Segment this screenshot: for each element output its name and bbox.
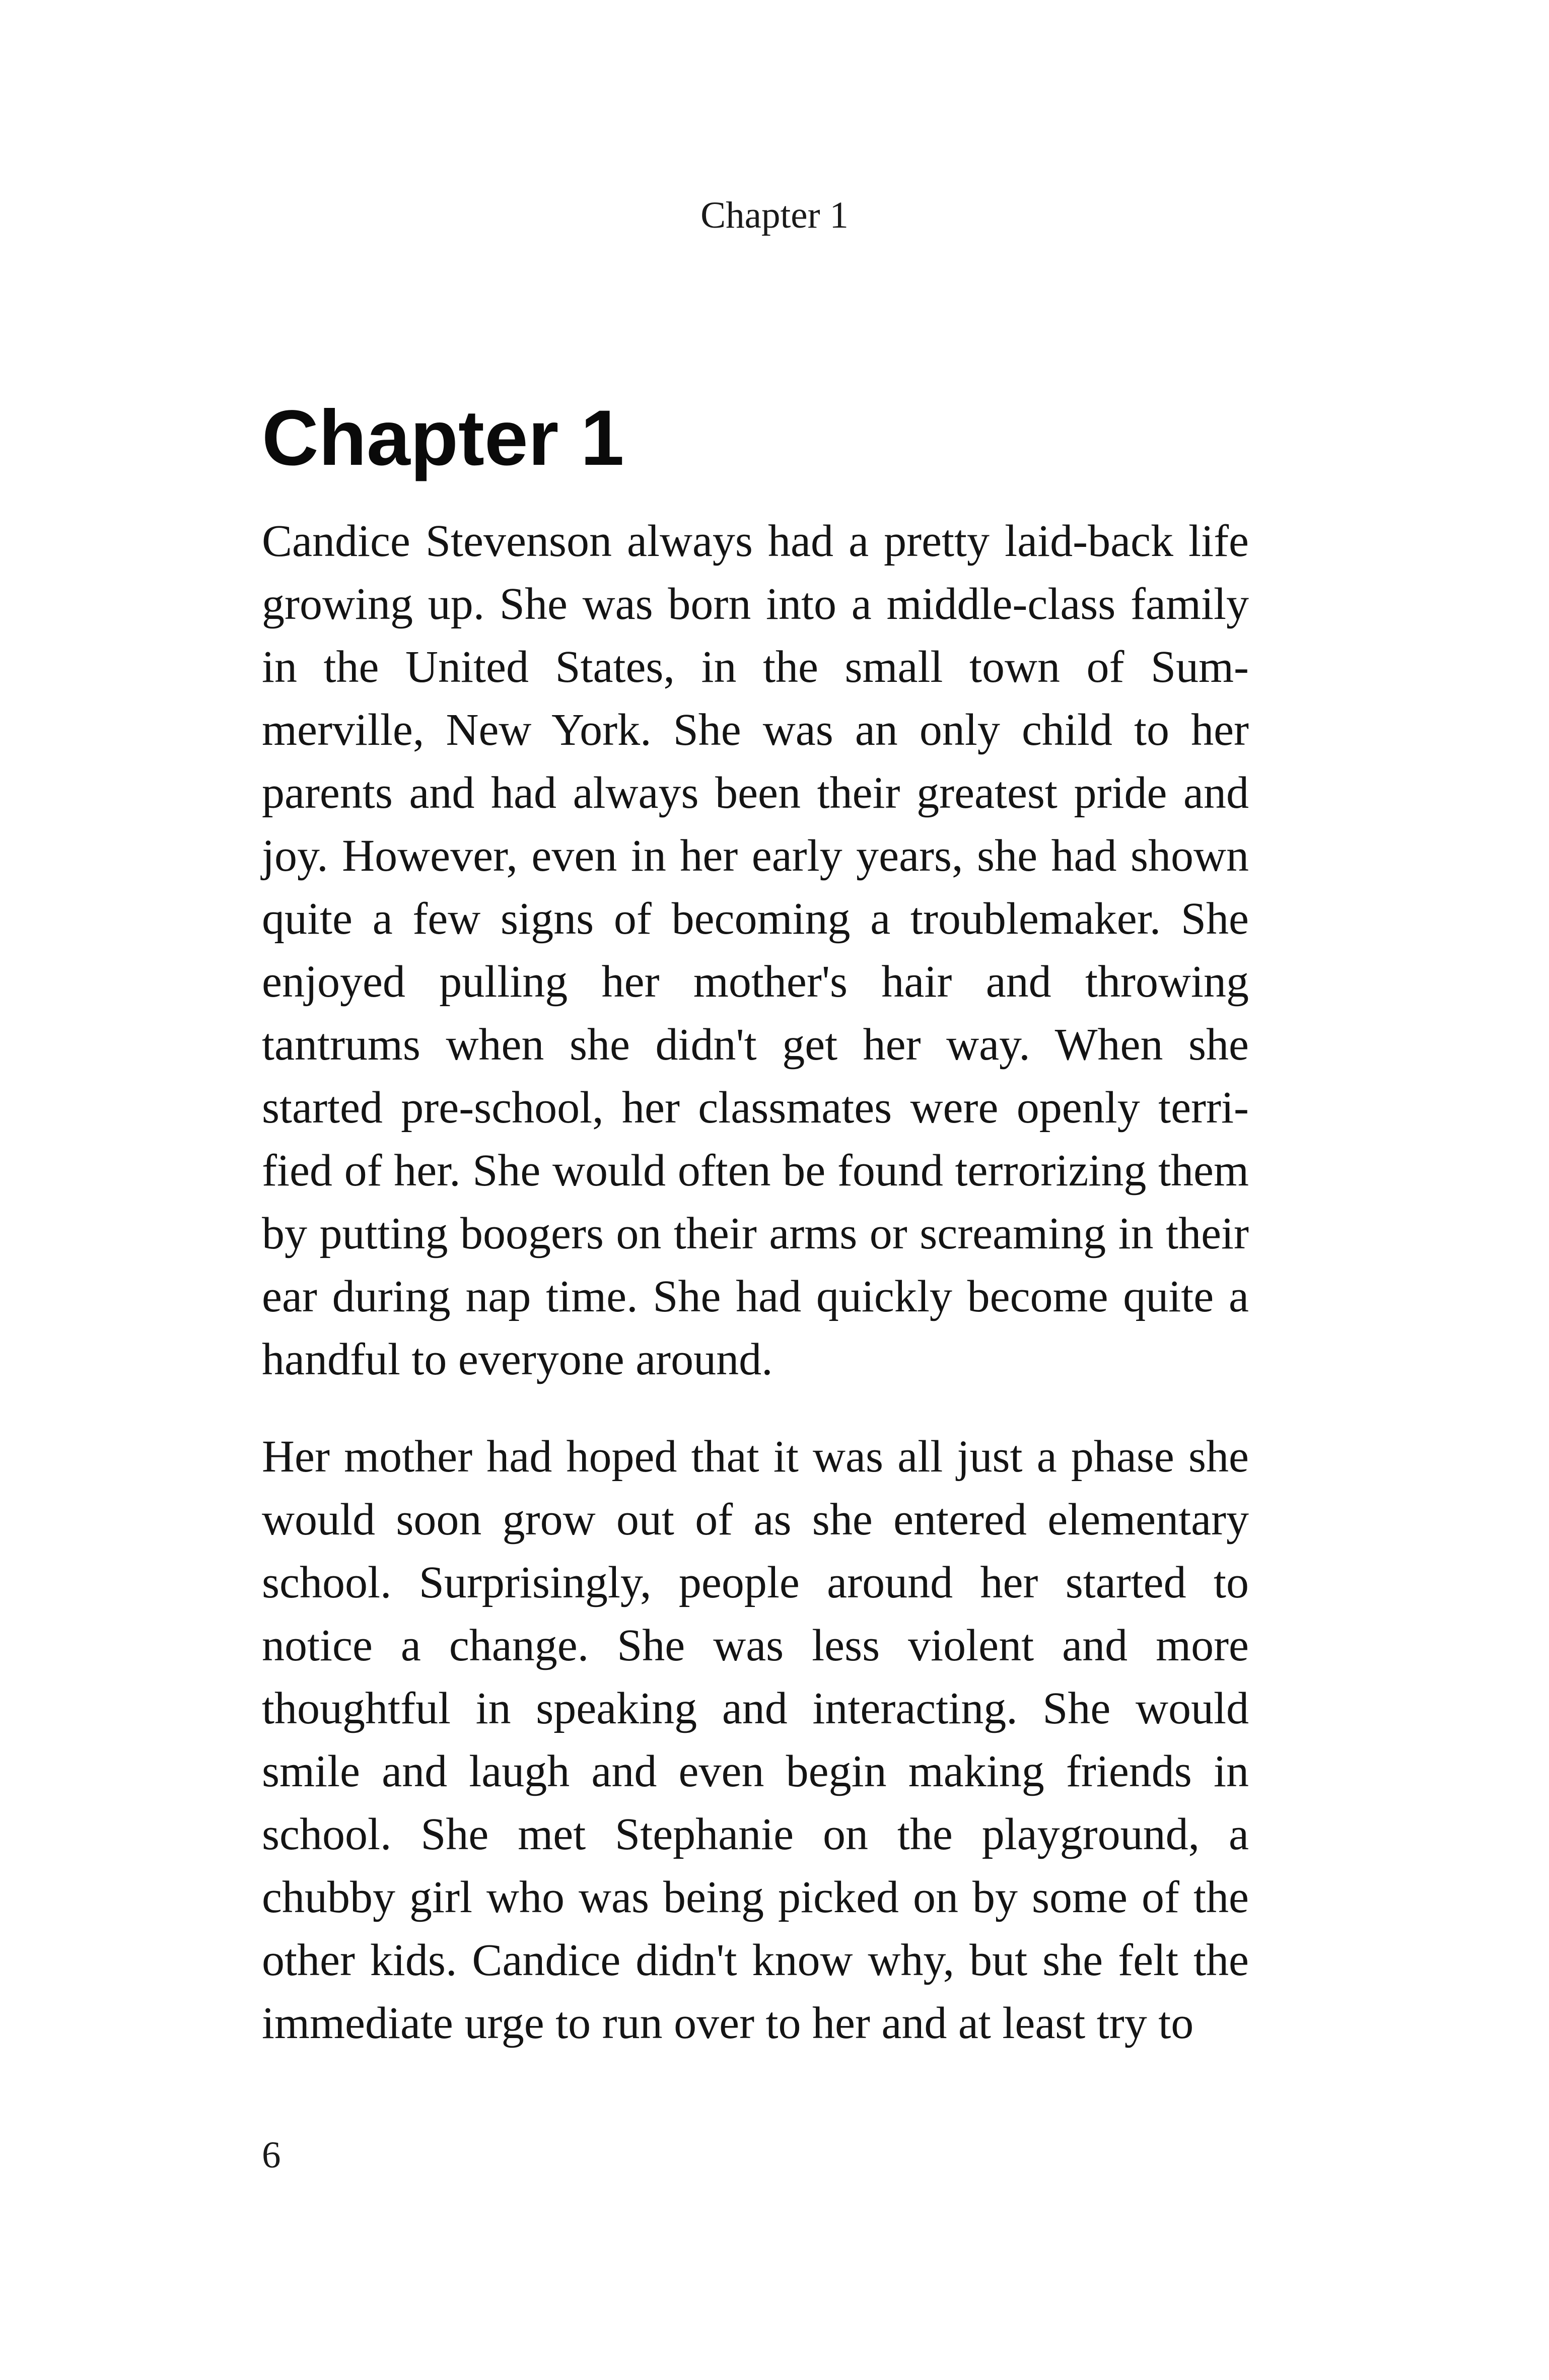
running-header: Chapter 1 [700, 194, 849, 236]
page-number: 6 [262, 2134, 281, 2176]
body-paragraph: Her mother had hoped that it was all just a phase she would soon grow out of as she entered elementary school. Surprisingly, people around her started to notice a change. She was less violent and more thoughtful in speaking and interacting. She would smile and laugh and even begin making friends in school. She met Stephanie on the playground, a chubby girl who was being picked on by some of the other kids. Candice didn't know why, but she felt the immediate urge to run over to her and at least try to [262, 1432, 1249, 2048]
chapter-title: Chapter 1 [262, 394, 624, 482]
body-paragraph: Candice Stevenson always had a pretty laid-back life growing up. She was born into a middle-class family in the United States, in the small town of Summerville, New York. She was an only child to her parents and had always been their greatest pride and joy. However, even in her early years, she had shown quite a few signs of becoming a troublemaker. She enjoyed pulling her mother's hair and throwing tantrums when she didn't get her way. When she started pre-school, her classmates were openly terrified of her. She would often be found terrorizing them by putting boogers on their arms or screaming in their ear during nap time. She had quickly become quite a handful to everyone around. [262, 516, 1249, 1384]
page-body [262, 393, 1249, 2089]
